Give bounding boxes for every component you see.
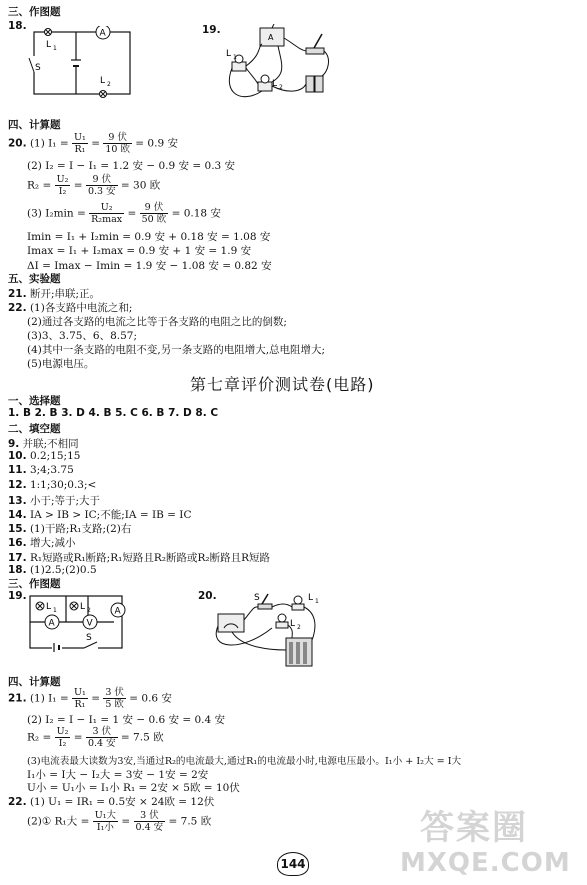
answer-line: R₂ = $\frac{\text{U₂}}{\text{I₂}}$ = $\frac{\text{9 伏}}{\text{0.3 安}}$ = 30 欧 <box>27 174 161 197</box>
svg-text:L: L <box>290 619 296 629</box>
list-item: 13. 小于;等于;大于 <box>8 494 101 507</box>
svg-text:1: 1 <box>233 54 237 61</box>
svg-text:L: L <box>80 602 86 612</box>
svg-text:S: S <box>86 633 92 643</box>
question-number: 19. <box>8 590 27 602</box>
section-heading: 二、填空题 <box>8 423 61 435</box>
section-heading: 五、实验题 <box>8 273 61 285</box>
section-heading: 四、计算题 <box>8 676 61 688</box>
svg-text:1: 1 <box>53 45 57 52</box>
answer-line: 20. (1) I₁ = $\frac{\text{U₁}}{\text{R₁}}$ = $\frac{\text{9 伏}}{\text{10 欧}}$ = 0.9 安 <box>8 132 178 155</box>
list-item: 17. R₁短路或R₁断路;R₁短路且R₂断路或R₂断路且R短路 <box>8 551 270 564</box>
answer-line: Imin = I₁ + I₂min = 0.9 安 + 0.18 安 = 1.08 安 <box>27 231 271 243</box>
answer-line: (3)3、3.75、6、8.57; <box>27 330 138 342</box>
list-item: 18. (1)2.5;(2)0.5 <box>8 563 97 576</box>
svg-text:A: A <box>99 28 106 39</box>
svg-text:S: S <box>254 593 260 603</box>
answer-line: R₂ = $\frac{\text{U₂}}{\text{I₂}}$ = $\frac{\text{3 伏}}{\text{0.4 安}}$ = 7.5 欧 <box>27 726 164 749</box>
watermark-url: MXQE.COM <box>400 848 571 878</box>
list-item: 14. IA > IB > IC;不能;IA = IB = IC <box>8 508 192 521</box>
fill-list <box>8 436 270 578</box>
svg-text:L: L <box>308 593 314 603</box>
svg-text:L: L <box>226 49 232 59</box>
answer-line: (5)电源电压。 <box>27 358 95 370</box>
chapter-title: 第七章评价测试卷(电路) <box>190 375 375 394</box>
watermark-logo: 答案圈 <box>420 808 528 848</box>
question-number: 20. <box>198 590 217 602</box>
section-heading: 四、计算题 <box>8 119 61 131</box>
svg-text:2: 2 <box>107 81 111 88</box>
list-item: 12. 1:1;30;0.3;< <box>8 478 97 491</box>
svg-text:2: 2 <box>297 624 301 631</box>
circuit-diagram-19 <box>222 24 342 106</box>
answer-line: (2)通过各支路的电流之比等于各支路的电阻之比的倒数; <box>27 316 287 328</box>
list-item: 9. 并联;不相同 <box>8 438 79 450</box>
answer-line: (2)① R₁大 = $\frac{\text{U₁大}}{\text{I₁小}}$ = $\frac{\text{3 伏}}{\text{0.4 安}}$ = 7.5 欧 <box>27 810 212 833</box>
svg-text:2: 2 <box>279 84 283 91</box>
svg-text:A: A <box>114 606 121 617</box>
answer-line: 21. (1) I₁ = $\frac{\text{U₁}}{\text{R₁}}$ = $\frac{\text{3 伏}}{\text{5 欧}}$ = 0.6 安 <box>8 687 172 710</box>
svg-text:1: 1 <box>53 607 57 614</box>
answer-line: U小 = U₁小 = I₁小 R₁ = 2安 × 5欧 = 10伏 <box>27 782 240 794</box>
answer-line: 22. (1)各支路中电流之和; <box>8 302 133 314</box>
answer-line: Imax = I₁ + I₂max = 0.9 安 + 1 安 = 1.9 安 <box>27 245 252 257</box>
svg-text:L: L <box>46 40 52 50</box>
answer-line: ΔI = Imax − Imin = 1.9 安 − 1.08 安 = 0.82 安 <box>27 260 272 272</box>
svg-text:A: A <box>48 618 55 629</box>
list-item: 15. (1)干路;R₁支路;(2)右 <box>8 523 132 536</box>
list-item: 10. 0.2;15;15 <box>8 450 81 463</box>
svg-text:L: L <box>272 79 278 89</box>
svg-text:S: S <box>35 63 41 73</box>
answer-line: (2) I₂ = I − I₁ = 1 安 − 0.6 安 = 0.4 安 <box>27 714 226 726</box>
section-heading: 三、作图题 <box>8 578 61 590</box>
choice-answers: 1. B 2. B 3. D 4. B 5. C 6. B 7. D 8. C <box>8 407 219 419</box>
circuit-diagram-20b <box>212 590 324 672</box>
circuit-diagram-19b <box>26 592 130 654</box>
section-heading: 一、选择题 <box>8 395 61 407</box>
page-number: 144 <box>277 852 309 876</box>
answer-line: (3)电流表最大读数为3安,当通过R₂的电流最大,通过R₁的电流最小时,电源电压最小。I₁小 + I₂大 = I大 <box>27 756 462 767</box>
answer-line: 22. (1) U₁ = IR₁ = 0.5安 × 24欧 = 12伏 <box>8 796 215 808</box>
list-item: 16. 增大;减小 <box>8 537 76 550</box>
svg-text:V: V <box>86 618 93 629</box>
svg-text:1: 1 <box>315 598 319 605</box>
svg-text:L: L <box>100 76 106 86</box>
question-number: 19. <box>202 24 221 36</box>
answer-line: (2) I₂ = I − I₁ = 1.2 安 − 0.9 安 = 0.3 安 <box>27 160 236 172</box>
question-number: 18. <box>8 20 27 32</box>
answer-line: (3) I₂min = $\frac{\text{U₂}}{\text{R₂max}}$ = $\frac{\text{9 伏}}{\text{50 欧}}$ = 0.18 安 <box>27 202 221 225</box>
svg-text:2: 2 <box>87 607 91 614</box>
svg-text:L: L <box>46 602 52 612</box>
circuit-diagram-18 <box>28 26 136 100</box>
section-heading: 三、作图题 <box>8 6 61 18</box>
list-item: 11. 3;4;3.75 <box>8 464 74 477</box>
answer-line: (4)其中一条支路的电阻不变,另一条支路的电阻增大,总电阻增大; <box>27 344 326 356</box>
answer-line: 21. 断开;串联;正。 <box>8 288 101 300</box>
svg-text:A: A <box>268 33 274 42</box>
answer-line: I₁小 = I大 − I₂大 = 3安 − 1安 = 2安 <box>27 769 209 781</box>
